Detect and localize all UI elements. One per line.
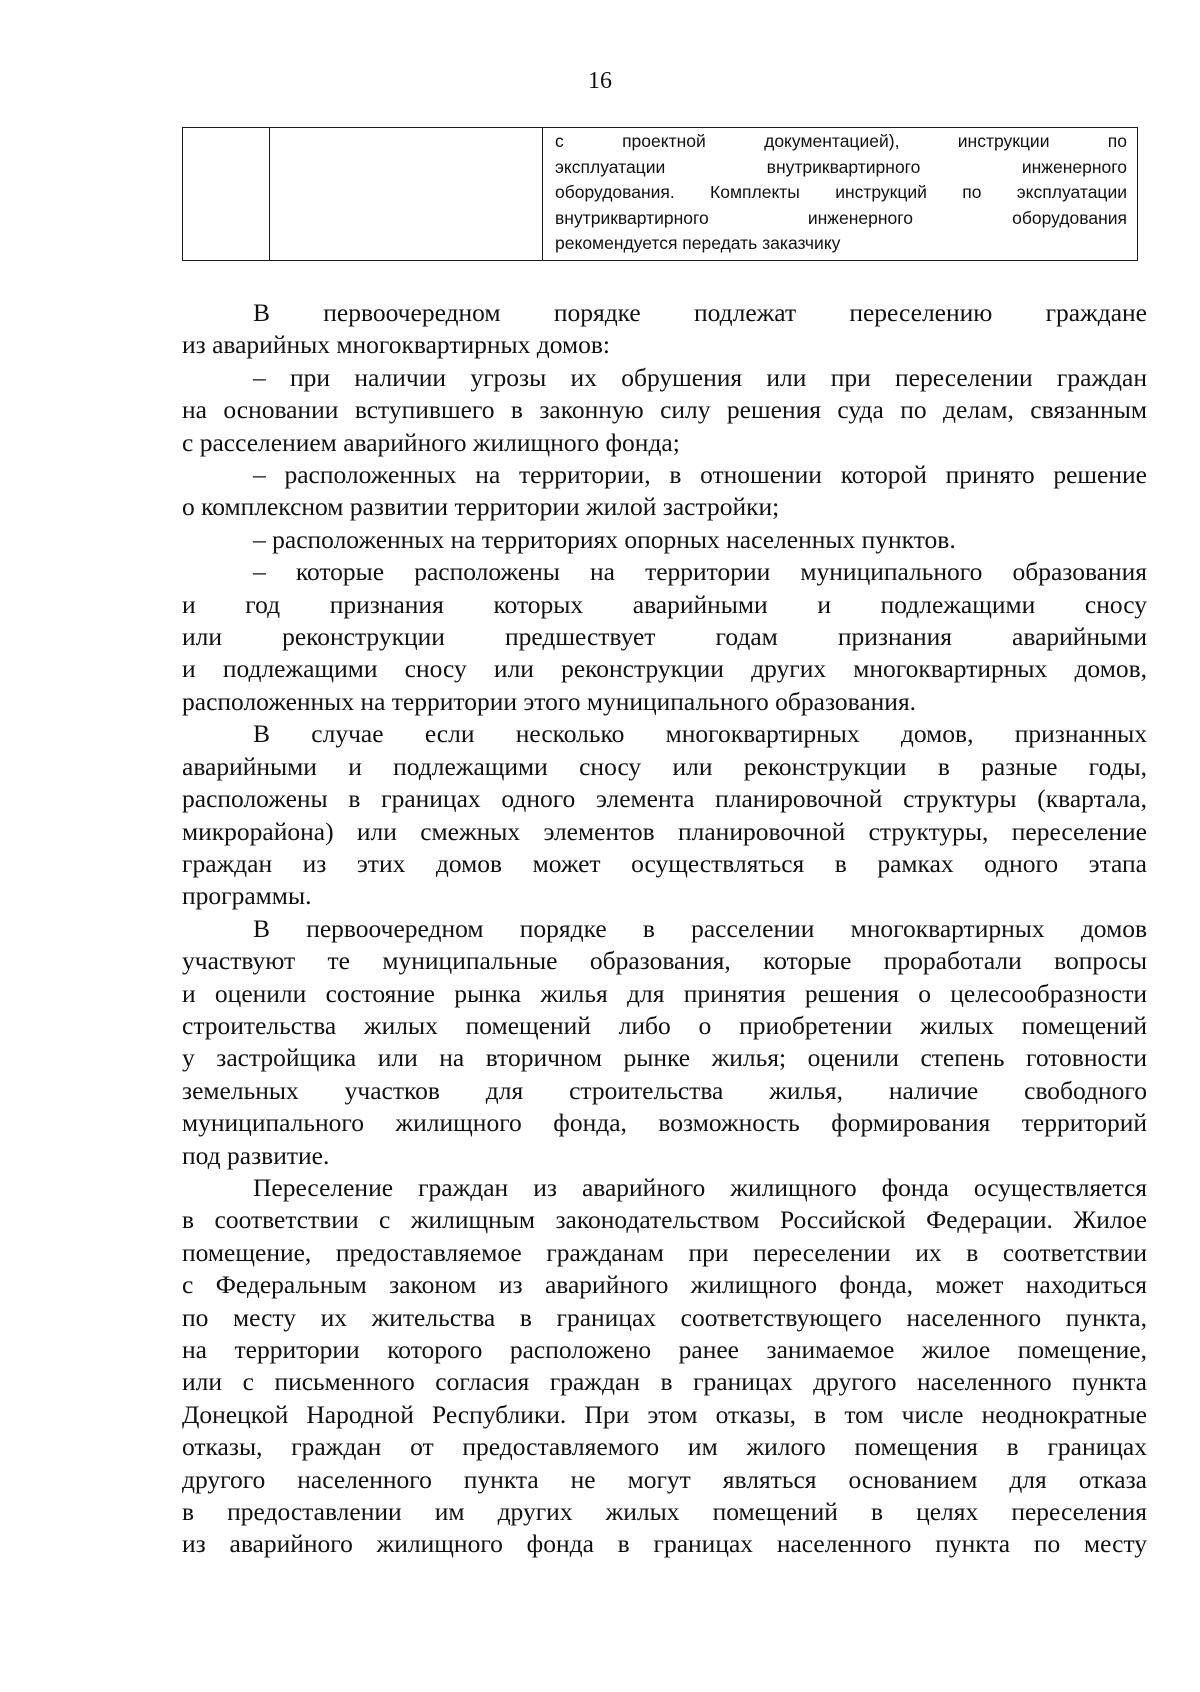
text-line: на территории которого расположено ранее занимаемое жилое помещение, — [182, 1335, 1147, 1364]
text-line: с расселением аварийного жилищного фонда; — [182, 427, 680, 457]
table-text-line: рекомендуется передать заказчику — [555, 233, 841, 253]
text-line: участвуют те муниципальные образования, которые проработали вопросы — [182, 946, 1147, 976]
text-line: – которые расположены на территории муниципального образования — [253, 557, 1147, 587]
list-item-municipal-territory — [182, 556, 1147, 718]
text-line: и год признания которых аварийными и подлежащими сносу — [182, 589, 1147, 619]
table-cell-text — [543, 128, 1138, 261]
text-line: расположены в границах одного элемента планировочной структуры (квартала, — [182, 784, 1147, 814]
table-text-line: с проектной документацией), инструкции по — [555, 131, 1127, 151]
paragraph-municipal-participation — [182, 913, 1147, 1172]
text-line: под развитие. — [182, 1140, 330, 1170]
page-number: 16 — [588, 68, 612, 94]
text-line: о комплексном развитии территории жилой застройки; — [182, 492, 780, 522]
text-line: с Федеральным законом из аварийного жилищного фонда, может находиться — [182, 1270, 1147, 1300]
text-line: в предоставлении им других жилых помещений в целях переселения — [182, 1497, 1147, 1527]
paragraph-several-houses — [182, 718, 1147, 912]
text-line: расположенных на территории этого муниципального образования. — [182, 686, 917, 716]
paragraph-priority-resettlement — [182, 297, 1147, 362]
text-line: отказы, граждан от предоставляемого им жилого помещения в границах — [182, 1432, 1147, 1462]
text-line: муниципального жилищного фонда, возможность формирования территорий — [182, 1108, 1147, 1138]
text-line: – расположенных на территориях опорных населенных пунктов. — [253, 524, 956, 554]
text-line: и оценили состояние рынка жилья для принятия решения о целесообразности — [182, 978, 1147, 1008]
paragraph-resettlement-law — [182, 1172, 1147, 1561]
text-line: В случае если несколько многоквартирных домов, признанных — [253, 719, 1147, 749]
list-item-complex-development — [182, 459, 1147, 524]
text-line: по месту их жительства в границах соответствующего населенного пункта, — [182, 1302, 1147, 1332]
list-item-support-settlements — [182, 524, 1147, 556]
text-line: другого населенного пункта не могут являться основанием для отказа — [182, 1464, 1147, 1494]
continuation-table — [182, 127, 1138, 261]
body-text — [182, 297, 1147, 1561]
text-line: – расположенных на территории, в отношении которой принято решение — [253, 460, 1147, 490]
table-text-line: эксплуатации внутриквартирного инженерного — [555, 156, 1127, 177]
table-cell-empty-2 — [270, 128, 543, 261]
table-cell-empty-1 — [183, 128, 270, 261]
table-text-line: внутриквартирного инженерного оборудования — [555, 207, 1127, 228]
text-line: микрорайона) или смежных элементов планировочной структуры, переселение — [182, 816, 1147, 846]
text-line: в соответствии с жилищным законодательством Российской Федерации. Жилое — [182, 1205, 1147, 1235]
text-line: или с письменного согласия граждан в границах другого населенного пункта — [182, 1367, 1147, 1397]
text-line: на основании вступившего в законную силу решения суда по делам, связанным — [182, 395, 1147, 425]
text-line: строительства жилых помещений либо о приобретении жилых помещений — [182, 1010, 1147, 1040]
list-item-collapse-threat — [182, 362, 1147, 459]
table-text-line: оборудования. Комплекты инструкций по эксплуатации — [555, 182, 1127, 202]
text-line: и подлежащими сносу или реконструкции других многоквартирных домов, — [182, 654, 1147, 684]
text-line: – при наличии угрозы их обрушения или при переселении граждан — [253, 362, 1147, 392]
text-line: аварийными и подлежащими сносу или реконструкции в разные годы, — [182, 751, 1147, 781]
text-line: или реконструкции предшествует годам признания аварийными — [182, 622, 1147, 652]
text-line: у застройщика или на вторичном рынке жилья; оценили степень готовности — [182, 1043, 1147, 1073]
text-line: земельных участков для строительства жилья, наличие свободного — [182, 1075, 1147, 1105]
text-line: программы. — [182, 881, 312, 911]
text-line: из аварийного жилищного фонда в границах населенного пункта по месту — [182, 1529, 1147, 1559]
text-line: Переселение граждан из аварийного жилищного фонда осуществляется — [253, 1172, 1147, 1202]
text-line: Донецкой Народной Республики. При этом отказы, в том числе неоднократные — [182, 1399, 1147, 1429]
text-line: граждан из этих домов может осуществляться в рамках одного этапа — [182, 848, 1147, 878]
text-line: В первоочередном порядке в расселении многоквартирных домов — [253, 913, 1147, 943]
text-line: из аварийных многоквартирных домов: — [182, 330, 611, 360]
text-line: В первоочередном порядке подлежат переселению граждане — [253, 298, 1147, 327]
table-row — [183, 128, 1138, 261]
text-line: помещение, предоставляемое гражданам при переселении их в соответствии — [182, 1237, 1147, 1267]
